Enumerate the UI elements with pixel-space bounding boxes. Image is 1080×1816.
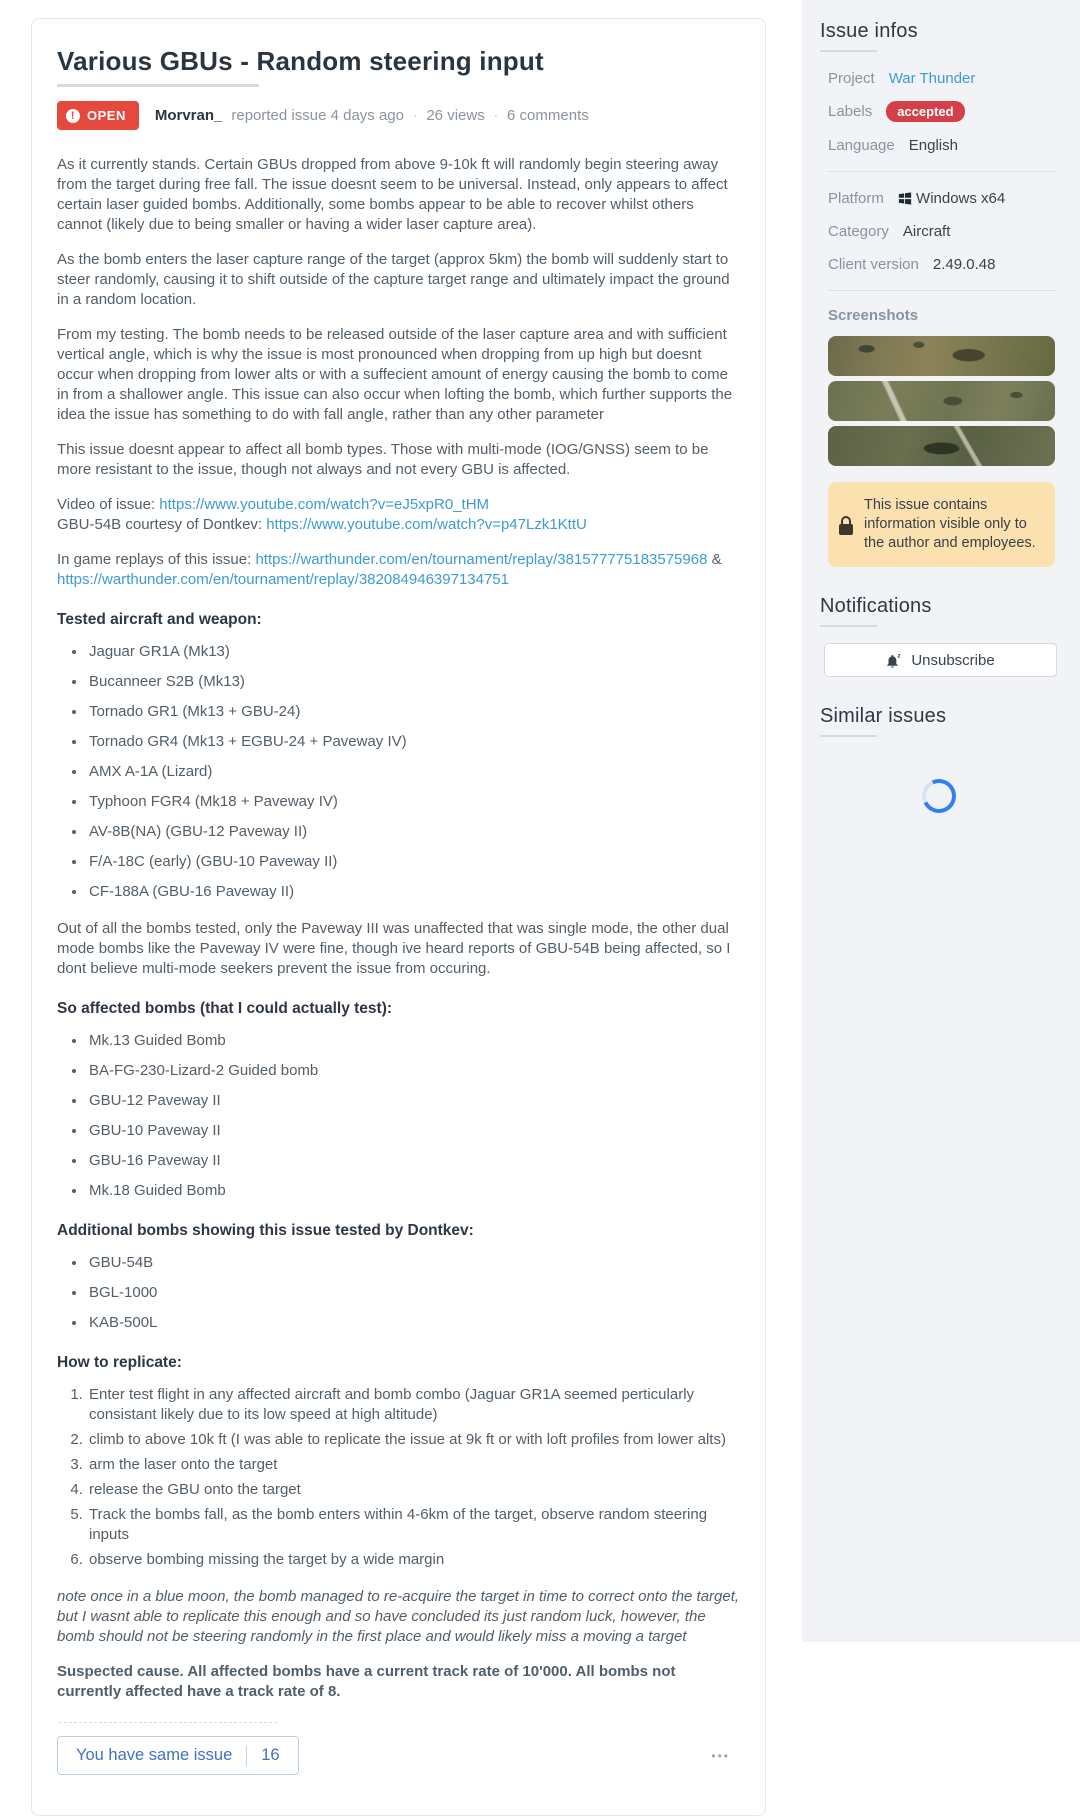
list-item: 6. observe bombing missing the target by a wide margin [87,1550,740,1570]
replicate-steps-list [57,1385,740,1570]
same-issue-label: You have same issue [76,1746,233,1764]
bell-sleep-icon [886,652,903,669]
dontkev-label: GBU-54B courtesy of Dontkev: [57,516,267,533]
list-item: 2. climb to above 10k ft (I was able to replicate the issue at 9k ft or with loft profiles from lower alts) [87,1430,740,1450]
more-options-button[interactable]: ••• [711,1748,730,1763]
list-item: • KAB-500L [87,1313,740,1333]
footer-divider [59,1722,277,1723]
list-item: • CF-188A (GBU-16 Paveway II) [87,882,740,902]
info-row-project [828,68,1057,88]
sidebar-heading-similar-issues: Similar issues [820,705,947,727]
list-item: • F/A-18C (early) (GBU-10 Paveway II) [87,852,740,872]
list-item: • GBU-12 Paveway II [87,1091,740,1111]
status-badge [57,101,139,130]
screenshot-thumbnail-3[interactable] [828,426,1055,466]
similar-issues-loading [820,779,1057,813]
language-value: English [908,136,958,154]
list-item: • GBU-10 Paveway II [87,1121,740,1141]
replay-links-paragraph [57,550,740,590]
views-count: 26 views [426,107,485,124]
list-item: • Jaguar GR1A (Mk13) [87,642,740,662]
replays-label: In game replays of this issue: [57,551,256,568]
button-divider [246,1746,247,1766]
issue-meta-row [57,101,740,130]
video-link[interactable]: https://www.youtube.com/watch?v=eJ5xpR0_tHM [159,496,490,513]
info-row-client-version [828,254,1057,274]
list-item: • Mk.13 Guided Bomb [87,1031,740,1051]
same-issue-button[interactable] [57,1736,299,1775]
heading-underline [820,735,877,737]
unsubscribe-label: Unsubscribe [911,651,995,669]
project-label: Project [828,69,875,87]
screenshot-thumbnail-1[interactable] [828,336,1055,376]
screenshots-heading: Screenshots [828,307,919,324]
additional-bombs-heading: Additional bombs showing this issue tested by Dontkev: [57,1222,474,1239]
affected-bombs-list [57,1031,740,1201]
list-item: 3. arm the laser onto the target [87,1455,740,1475]
info-row-language [828,135,1057,155]
heading-underline [820,625,877,627]
note-paragraph: note once in a blue moon, the bomb managed to re-acquire the target in time to correct onto the target, but I wasnt able to replicate this enough and so have concluded its just random luck, however, the bomb should not be steering randomly in the first place and would likely miss a moving a target [57,1588,740,1645]
replay-link-2[interactable]: https://warthunder.com/en/tournament/replay/382084946397134751 [57,571,509,588]
alert-icon: ! [66,109,80,123]
list-item: 1. Enter test flight in any affected aircraft and bomb combo (Jaguar GR1A seemed perticularly consistant likely due to its low speed at high altitude) [87,1385,740,1425]
tested-aircraft-heading: Tested aircraft and weapon: [57,611,262,628]
list-item: • Mk.18 Guided Bomb [87,1181,740,1201]
affected-bombs-heading: So affected bombs (that I could actually test): [57,1000,393,1017]
category-label: Category [828,222,889,240]
sidebar-divider [828,171,1057,172]
title-underline [57,84,259,87]
unsubscribe-button[interactable] [824,643,1057,677]
list-item: • GBU-54B [87,1253,740,1273]
list-item: • Tornado GR1 (Mk13 + GBU-24) [87,702,740,722]
footer-actions [57,1736,740,1775]
meta-separator: · [413,108,418,123]
screenshot-thumbnail-2[interactable] [828,381,1055,421]
list-item: • AV-8B(NA) (GBU-12 Paveway II) [87,822,740,842]
platform-value [898,190,1005,207]
status-label: OPEN [87,108,126,123]
platform-text: Windows x64 [916,189,1006,207]
client-version-value: 2.49.0.48 [932,255,996,273]
list-item: • BGL-1000 [87,1283,740,1303]
suspected-cause-paragraph: Suspected cause. All affected bombs have a current track rate of 10'000. All bombs not currently affected have a track rate of 8. [57,1663,676,1700]
replays-joiner: & [707,551,722,568]
page-title: Various GBUs - Random steering input [57,46,544,76]
list-item: • BA-FG-230-Lizard-2 Guided bomb [87,1061,740,1081]
private-info-notice [828,482,1055,567]
list-item: • Tornado GR4 (Mk13 + EGBU-24 + Paveway IV) [87,732,740,752]
list-item: 4. release the GBU onto the target [87,1480,740,1500]
video-label: Video of issue: [57,496,160,513]
sidebar-heading-issue-infos: Issue infos [820,20,918,42]
list-item: • GBU-16 Paveway II [87,1151,740,1171]
accepted-label-badge[interactable]: accepted [886,101,964,122]
author-name[interactable]: Morvran_ [154,107,223,124]
sidebar [802,0,1080,1642]
how-to-replicate-heading: How to replicate: [57,1354,182,1371]
windows-icon [898,191,912,205]
project-link[interactable]: War Thunder [888,69,976,87]
issue-card [31,18,766,1816]
sidebar-divider [828,290,1057,291]
list-item: • Typhoon FGR4 (Mk18 + Paveway IV) [87,792,740,812]
comments-count: 6 comments [507,107,589,124]
loading-spinner-icon [917,774,961,818]
paragraph: This issue doesnt appear to affect all bomb types. Those with multi-mode (IOG/GNSS) seem to be more resistant to the issue, though not always and not every GBU is affected. [57,441,709,478]
lock-icon [838,516,854,535]
additional-bombs-list [57,1253,740,1333]
info-row-category [828,221,1057,241]
svg-text:z: z [897,652,901,660]
notice-text: This issue contains information visible only to the author and employees. [864,497,1036,551]
video-links-paragraph [57,495,740,535]
issue-info-rows [828,68,1057,155]
tested-aircraft-list [57,642,740,902]
same-issue-count: 16 [261,1746,280,1764]
paragraph: Out of all the bombs tested, only the Paveway III was unaffected that was single mode, the other dual mode bombs like the Paveway IV were fine, though ive heard reports of GBU-54B being affected, so I dont believe multi-mode seekers prevent the issue from occuring. [57,920,731,977]
list-item: • AMX A-1A (Lizard) [87,762,740,782]
platform-info-rows [828,188,1057,274]
platform-label: Platform [828,189,884,207]
labels-label: Labels [828,103,873,120]
replay-link-1[interactable]: https://warthunder.com/en/tournament/replay/381577775183575968 [255,551,708,568]
dontkev-video-link[interactable]: https://www.youtube.com/watch?v=p47Lzk1KttU [266,516,587,533]
category-value: Aircraft [902,222,951,240]
info-row-labels [828,101,1057,122]
client-version-label: Client version [828,255,919,273]
paragraph: As it currently stands. Certain GBUs dropped from above 9-10k ft will randomly begin steering away from the target during free fall. The issue doesnt seem to be universal. Instead, only appears to affect certain laser guided bombs. Additionally, some bombs appear to be able to recover whilst others cannot (likely due to being smaller or having a wider laser capture area). [57,156,728,233]
paragraph: As the bomb enters the laser capture range of the target (approx 5km) the bomb will suddenly start to steer randomly, causing it to shift outside of the capture target range and ultimately impact the ground in a random location. [57,251,730,308]
sidebar-heading-notifications: Notifications [820,595,932,617]
paragraph: From my testing. The bomb needs to be released outside of the laser capture area and with sufficient vertical angle, which is why the issue is most pronounced when dropping from up high but doesnt occur when dropping from lower alts or with a suffecient amount of energy causing the bomb to come in from a shallower angle. This issue can also occur when lofting the bomb, which further supports the idea the issue has something to do with fall angle, rather than any other parameter [57,326,733,423]
info-row-platform [828,188,1057,208]
list-item: 5. Track the bombs fall, as the bomb enters within 4-6km of the target, observe random steering inputs [87,1505,740,1545]
meta-separator: · [493,108,499,123]
language-label: Language [828,136,895,154]
reported-text: reported issue 4 days ago [231,107,404,124]
heading-underline [820,50,877,52]
list-item: • Bucanneer S2B (Mk13) [87,672,740,692]
issue-body [57,155,740,1702]
